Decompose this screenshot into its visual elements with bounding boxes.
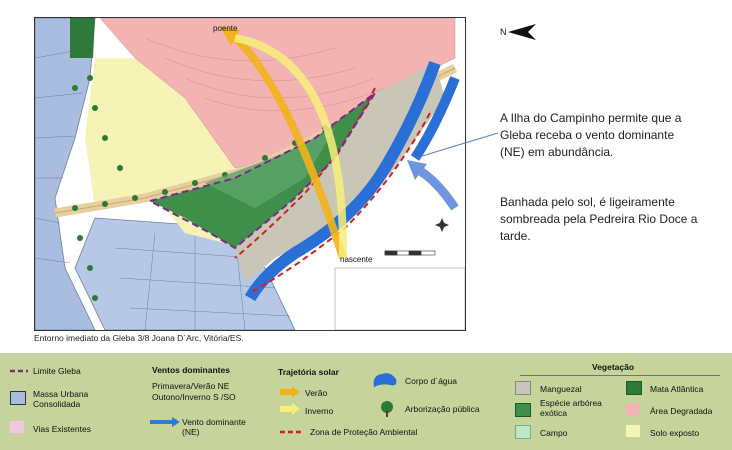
limite-gleba-swatch — [10, 368, 28, 374]
mata-atlantica — [70, 18, 95, 58]
legend-area-degradada: Área Degradada — [650, 406, 713, 416]
map-caption: Entorno imediato da Gleba 3/8 Joana D´Arc, Vitória/ES. — [34, 333, 244, 343]
legend-corpo-agua: Corpo d´água — [405, 376, 457, 386]
legend-vias: Vias Existentes — [33, 424, 91, 434]
tree-icon — [380, 401, 394, 417]
legend-ventos-line2: Outono/Inverno S /SO — [152, 392, 236, 402]
inverno-arrow-icon — [280, 403, 300, 415]
label-poente: poente — [213, 24, 238, 33]
legend-manguezal: Manguezal — [540, 384, 582, 394]
vegetacao-divider — [520, 375, 720, 376]
manguezal-swatch — [515, 381, 531, 395]
map-svg — [35, 18, 465, 330]
verao-arrow-icon — [280, 386, 300, 398]
legend-especie: Espécie arbórea exótica — [540, 398, 602, 418]
legend-massa-urbana: Massa Urbana Consolidada — [33, 389, 89, 409]
callout-pointer — [420, 130, 500, 160]
callout-sun: Banhada pelo sol, é ligeiramente sombreada pela Pedreira Rio Doce a tarde. — [500, 195, 698, 243]
site-map — [34, 17, 466, 331]
legend-mata: Mata Atlântica — [650, 384, 704, 394]
callout-wind: A Ilha do Campinho permite que a Gleba receba o vento dominante (NE) em abundância. — [500, 111, 682, 159]
legend-vento-dominante: Vento dominante (NE) — [182, 417, 246, 437]
legend-campo: Campo — [540, 428, 568, 438]
vento-arrow-icon — [150, 417, 180, 427]
zona-swatch — [280, 429, 304, 435]
svg-text:N: N — [500, 27, 507, 37]
legend-verao: Verão — [305, 388, 328, 398]
legend-limite-gleba: Limite Gleba — [33, 366, 81, 376]
corpo-agua-icon — [372, 371, 398, 389]
legend-vegetacao-title: Vegetação — [592, 362, 635, 372]
legend-zona: Zona de Proteção Ambiental — [310, 427, 418, 437]
area-degradada-swatch — [626, 403, 640, 415]
north-arrow-icon — [500, 20, 540, 49]
legend-inverno: Inverno — [305, 406, 334, 416]
massa-urbana-swatch — [10, 391, 26, 405]
mata-swatch — [626, 381, 642, 395]
vias-swatch — [10, 421, 24, 433]
legend-panel — [0, 353, 732, 450]
especie-swatch — [515, 403, 531, 417]
legend-arborizacao: Arborização pública — [405, 404, 480, 414]
legend-trajetoria-title: Trajetória solar — [278, 367, 339, 377]
legend-solo: Solo exposto — [650, 428, 700, 438]
scale-bar — [385, 251, 435, 255]
campo-swatch — [515, 425, 531, 439]
legend-ventos-title: Ventos dominantes — [152, 365, 230, 375]
solo-swatch — [626, 425, 640, 437]
label-nascente: nascente — [340, 255, 373, 264]
legend-ventos-line1: Primavera/Verão NE — [152, 381, 230, 391]
